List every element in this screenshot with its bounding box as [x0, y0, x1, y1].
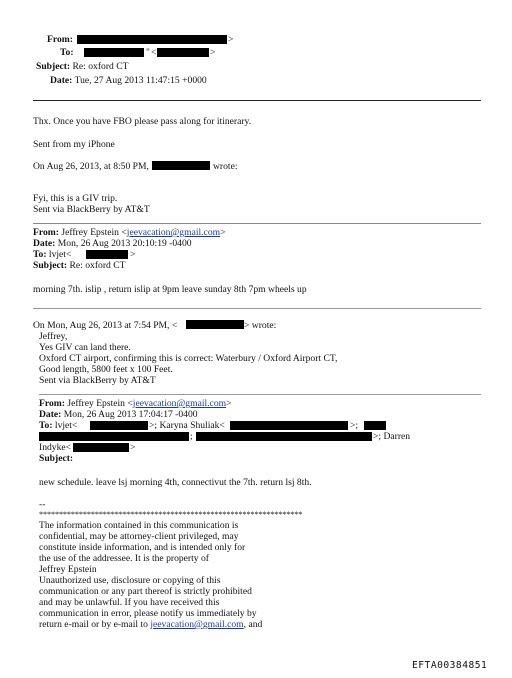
quote-intro-end: > wrote: — [244, 320, 277, 331]
redaction — [90, 421, 148, 430]
msg2-subject-line — [33, 260, 125, 271]
reply-intro-end: wrote: — [213, 161, 238, 172]
msg2-from-line — [33, 227, 226, 238]
redaction — [84, 48, 144, 57]
quote-line: Jeffrey, — [39, 331, 68, 342]
bates-number: EFTA00384851 — [412, 660, 488, 671]
from-end: > — [220, 227, 226, 238]
msg3-date-line — [39, 409, 198, 420]
message-divider — [39, 394, 481, 395]
email-link[interactable]: jeevacation@gmail.com — [126, 227, 221, 238]
to-part: ; — [190, 431, 193, 442]
redaction — [157, 48, 209, 57]
disclaimer-line: Unauthorized use, disclosure or copying of this — [39, 575, 221, 586]
quote-line: Good length, 5800 feet x 100 Feet. — [39, 364, 173, 375]
subject-line — [36, 61, 128, 72]
disclaimer-line: Jeffrey Epstein — [39, 564, 97, 575]
subject-label: Subject: — [36, 61, 71, 72]
body-line: Fyi, this is a GIV trip. — [33, 193, 118, 204]
redaction — [39, 432, 189, 441]
body-line: morning 7th. islip , return islip at 9pm leave sunday 8th 7pm wheels up — [33, 284, 307, 295]
disclaimer-line: The information contained in this communication is — [39, 520, 239, 531]
body-line: Thx. Once you have FBO please pass along for itinerary. — [33, 116, 252, 127]
to-part: > — [130, 442, 136, 453]
redaction — [196, 432, 372, 441]
body-line: new schedule. leave lsj morning 4th, connectivut the 7th. return lsj 8th. — [39, 477, 312, 488]
from-label: From: — [47, 34, 73, 45]
from-name: Jeffrey Epstein < — [67, 398, 133, 409]
disclaimer-line: communication or any part thereof is strictly prohibited — [39, 586, 252, 597]
disclaimer-line: and may be unlawful. If you have received this — [39, 597, 220, 608]
body-line: Sent via BlackBerry by AT&T — [33, 204, 150, 215]
to-part: >; Karyna Shuliak< — [149, 420, 225, 431]
from-label: From: — [39, 398, 65, 409]
date-value: Tue, 27 Aug 2013 11:47:15 +0000 — [74, 75, 207, 86]
date-line — [50, 75, 207, 86]
header-divider — [33, 100, 481, 101]
disclaimer-text: , and — [243, 619, 263, 630]
disclaimer-line — [39, 619, 262, 630]
subject-label: Subject: — [33, 260, 68, 271]
to-part: >; Darren — [373, 431, 411, 442]
date-value: Mon, 26 Aug 2013 17:04:17 -0400 — [63, 409, 198, 420]
to-label: To: — [33, 249, 47, 260]
reply-intro: On Aug 26, 2013, at 8:50 PM, — [33, 161, 149, 172]
date-label: Date: — [33, 238, 56, 249]
redaction — [73, 443, 129, 452]
disclaimer-line: constitute inside information, and is intended only for — [39, 542, 246, 553]
subject-value: Re: oxford CT — [69, 260, 126, 271]
disclaimer-line: confidential, may be attorney-client privileged, may — [39, 531, 239, 542]
redaction — [364, 421, 386, 430]
email-link[interactable]: jeevacation@gmail.com — [150, 619, 244, 630]
quote-line: Sent via BlackBerry by AT&T — [39, 375, 156, 386]
date-label: Date: — [50, 75, 73, 86]
to-label: To: — [60, 47, 74, 58]
to-quote: " — [146, 47, 150, 58]
from-end: > — [228, 34, 234, 45]
date-label: Date: — [39, 409, 62, 420]
msg3-from-line — [39, 398, 232, 409]
disclaimer-line: the use of the addressee. It is the property of — [39, 553, 209, 564]
disclaimer-line: communication in error, please notify us immediately by — [39, 608, 257, 619]
message-divider — [33, 308, 481, 309]
to-end: > — [130, 249, 136, 260]
from-end: > — [226, 398, 232, 409]
to-part: >; — [350, 420, 359, 431]
msg3-to-line — [39, 420, 77, 431]
to-value: lvjet< — [54, 420, 78, 431]
to-value: lvjet< — [48, 249, 72, 260]
from-name: Jeffrey Epstein < — [61, 227, 127, 238]
quote-line: Yes GIV can land there. — [39, 342, 131, 353]
body-line: Sent from my iPhone — [33, 139, 115, 150]
msg2-to-line — [33, 249, 71, 260]
date-value: Mon, 26 Aug 2013 20:10:19 -0400 — [57, 238, 192, 249]
redaction — [186, 320, 244, 329]
to-label: To: — [39, 420, 53, 431]
email-link[interactable]: jeevacation@gmail.com — [132, 398, 227, 409]
msg2-date-line — [33, 238, 192, 249]
subject-label: Subject: — [39, 453, 74, 464]
redaction — [152, 161, 210, 170]
subject-value: Re: oxford CT — [72, 61, 129, 72]
quote-intro: On Mon, Aug 26, 2013 at 7:54 PM, < — [33, 320, 178, 331]
to-gt: > — [210, 47, 216, 58]
signature-dashes: -- — [39, 499, 46, 510]
disclaimer-text: return e-mail or by e-mail to — [39, 619, 151, 630]
to-lt: < — [151, 47, 157, 58]
from-label: From: — [33, 227, 59, 238]
redaction — [230, 421, 348, 430]
message-divider — [33, 223, 481, 224]
redaction — [77, 35, 227, 44]
quote-line: Oxford CT airport, confirming this is correct: Waterbury / Oxford Airport CT, — [39, 353, 338, 364]
to-part: Indyke< — [39, 442, 72, 453]
stars-divider: ****************************************************************** — [39, 510, 303, 519]
redaction — [86, 250, 128, 259]
